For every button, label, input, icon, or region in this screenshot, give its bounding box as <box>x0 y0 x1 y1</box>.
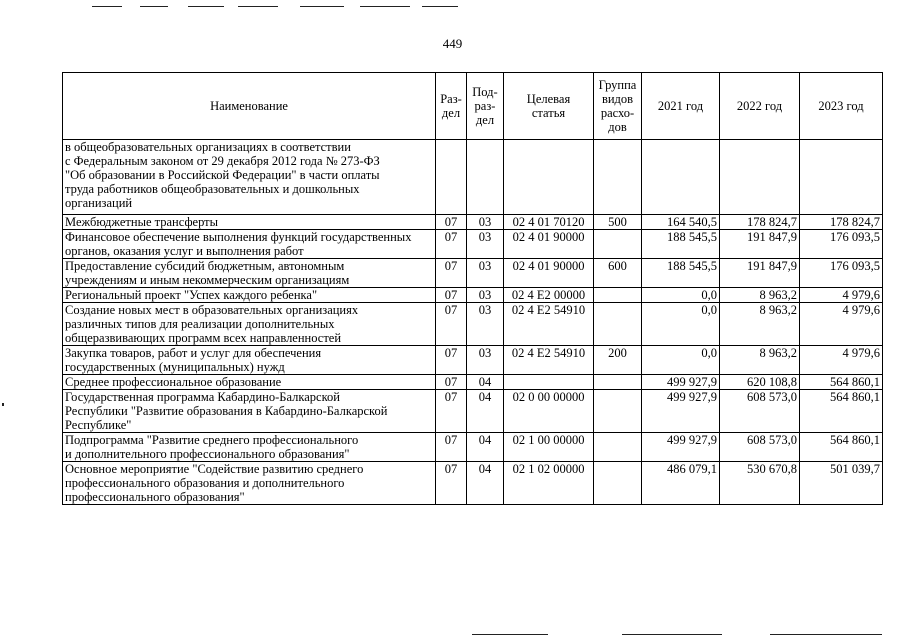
cell-2023: 4 979,6 <box>800 288 883 303</box>
table-row <box>63 140 883 215</box>
cell-2022: 530 670,8 <box>720 462 800 505</box>
cell-group: 200 <box>594 346 642 375</box>
cell-2023: 564 860,1 <box>800 433 883 462</box>
table-row <box>63 215 883 230</box>
cell-2021: 499 927,9 <box>642 375 720 390</box>
cell-2021: 0,0 <box>642 288 720 303</box>
cell-2022: 178 824,7 <box>720 215 800 230</box>
cell-target <box>504 140 594 215</box>
cell-target: 02 4 E2 54910 <box>504 346 594 375</box>
scan-dash <box>360 6 410 7</box>
cell-2021: 188 545,5 <box>642 230 720 259</box>
cell-name: Основное мероприятие "Содействие развитию среднего профессионального образования и дополнительного профессионального образования" <box>63 462 436 505</box>
table-row <box>63 230 883 259</box>
cell-name: Региональный проект "Успех каждого ребенка" <box>63 288 436 303</box>
cell-podrazdel: 03 <box>467 215 504 230</box>
scan-dash <box>188 6 224 7</box>
cell-name: Создание новых мест в образовательных организациях различных типов для реализации дополнительных общеразвивающих программ всех направленностей <box>63 303 436 346</box>
cell-2022: 8 963,2 <box>720 288 800 303</box>
cell-2022: 191 847,9 <box>720 230 800 259</box>
header-razdel: Раз- дел <box>436 73 467 140</box>
cell-2022 <box>720 140 800 215</box>
cell-name: Среднее профессиональное образование <box>63 375 436 390</box>
cell-2021: 499 927,9 <box>642 433 720 462</box>
scan-dash <box>770 634 882 635</box>
cell-target: 02 4 01 90000 <box>504 259 594 288</box>
scan-dash <box>140 6 168 7</box>
cell-target: 02 4 E2 54910 <box>504 303 594 346</box>
header-2022: 2022 год <box>720 73 800 140</box>
cell-target: 02 4 E2 00000 <box>504 288 594 303</box>
cell-2021 <box>642 140 720 215</box>
cell-razdel: 07 <box>436 375 467 390</box>
cell-group <box>594 303 642 346</box>
cell-group <box>594 433 642 462</box>
cell-2023: 564 860,1 <box>800 390 883 433</box>
cell-group <box>594 288 642 303</box>
scan-mark <box>2 403 4 406</box>
cell-name: в общеобразовательных организациях в соответствии с Федеральным законом от 29 декабря 2012 года № 273-ФЗ "Об образовании в Российской Федерации" в части оплаты труда работников общеобразовательных и дошкольных организаций <box>63 140 436 215</box>
cell-razdel: 07 <box>436 390 467 433</box>
cell-podrazdel: 03 <box>467 259 504 288</box>
cell-name: Закупка товаров, работ и услуг для обеспечения государственных (муниципальных) нужд <box>63 346 436 375</box>
page-number: 449 <box>442 36 463 51</box>
cell-group <box>594 462 642 505</box>
scan-dash <box>622 634 722 635</box>
cell-razdel: 07 <box>436 462 467 505</box>
cell-name: Государственная программа Кабардино-Балкарской Республики "Развитие образования в Кабардино-Балкарской Республике" <box>63 390 436 433</box>
cell-podrazdel: 03 <box>467 303 504 346</box>
cell-name: Межбюджетные трансферты <box>63 215 436 230</box>
table-row <box>63 433 883 462</box>
cell-2023: 564 860,1 <box>800 375 883 390</box>
cell-2022: 608 573,0 <box>720 390 800 433</box>
table-row <box>63 288 883 303</box>
cell-razdel: 07 <box>436 230 467 259</box>
cell-target: 02 1 02 00000 <box>504 462 594 505</box>
cell-2022: 620 108,8 <box>720 375 800 390</box>
header-podrazdel: Под- раз- дел <box>467 73 504 140</box>
cell-2022: 191 847,9 <box>720 259 800 288</box>
table-row <box>63 303 883 346</box>
cell-2021: 499 927,9 <box>642 390 720 433</box>
table-row <box>63 462 883 505</box>
cell-2023: 176 093,5 <box>800 259 883 288</box>
cell-target <box>504 375 594 390</box>
cell-podrazdel: 04 <box>467 375 504 390</box>
cell-group: 500 <box>594 215 642 230</box>
scan-dash <box>422 6 458 7</box>
cell-target: 02 4 01 70120 <box>504 215 594 230</box>
cell-2022: 608 573,0 <box>720 433 800 462</box>
cell-podrazdel: 03 <box>467 288 504 303</box>
table-row <box>63 346 883 375</box>
cell-razdel: 07 <box>436 259 467 288</box>
cell-group <box>594 230 642 259</box>
cell-2021: 164 540,5 <box>642 215 720 230</box>
cell-2023: 176 093,5 <box>800 230 883 259</box>
cell-2021: 188 545,5 <box>642 259 720 288</box>
cell-razdel: 07 <box>436 433 467 462</box>
cell-razdel: 07 <box>436 215 467 230</box>
cell-group <box>594 140 642 215</box>
cell-name: Предоставление субсидий бюджетным, автономным учреждениям и иным некоммерческим организациям <box>63 259 436 288</box>
table-row <box>63 375 883 390</box>
cell-2021: 486 079,1 <box>642 462 720 505</box>
cell-podrazdel: 04 <box>467 433 504 462</box>
cell-target: 02 4 01 90000 <box>504 230 594 259</box>
cell-podrazdel: 03 <box>467 230 504 259</box>
cell-podrazdel: 03 <box>467 346 504 375</box>
cell-2023: 4 979,6 <box>800 346 883 375</box>
cell-name: Подпрограмма "Развитие среднего профессионального и дополнительного профессионального образования" <box>63 433 436 462</box>
scan-dash <box>300 6 344 7</box>
scan-dash <box>472 634 548 635</box>
budget-table <box>62 72 883 505</box>
cell-2023: 501 039,7 <box>800 462 883 505</box>
cell-razdel: 07 <box>436 346 467 375</box>
table-row <box>63 390 883 433</box>
cell-name: Финансовое обеспечение выполнения функций государственных органов, оказания услуг и выполнения работ <box>63 230 436 259</box>
cell-target: 02 1 00 00000 <box>504 433 594 462</box>
table-header-row <box>63 73 883 140</box>
cell-podrazdel: 04 <box>467 462 504 505</box>
header-target: Целевая статья <box>504 73 594 140</box>
scan-dash <box>92 6 122 7</box>
cell-podrazdel <box>467 140 504 215</box>
cell-group <box>594 375 642 390</box>
cell-2023: 4 979,6 <box>800 303 883 346</box>
header-2023: 2023 год <box>800 73 883 140</box>
cell-2023 <box>800 140 883 215</box>
cell-razdel: 07 <box>436 303 467 346</box>
scan-dash <box>238 6 278 7</box>
cell-2021: 0,0 <box>642 303 720 346</box>
cell-group: 600 <box>594 259 642 288</box>
cell-razdel: 07 <box>436 288 467 303</box>
header-name: Наименование <box>63 73 436 140</box>
header-2021: 2021 год <box>642 73 720 140</box>
table-row <box>63 259 883 288</box>
cell-razdel <box>436 140 467 215</box>
cell-target: 02 0 00 00000 <box>504 390 594 433</box>
cell-2023: 178 824,7 <box>800 215 883 230</box>
cell-2021: 0,0 <box>642 346 720 375</box>
cell-podrazdel: 04 <box>467 390 504 433</box>
cell-group <box>594 390 642 433</box>
cell-2022: 8 963,2 <box>720 346 800 375</box>
header-group: Группа видов расхо- дов <box>594 73 642 140</box>
cell-2022: 8 963,2 <box>720 303 800 346</box>
